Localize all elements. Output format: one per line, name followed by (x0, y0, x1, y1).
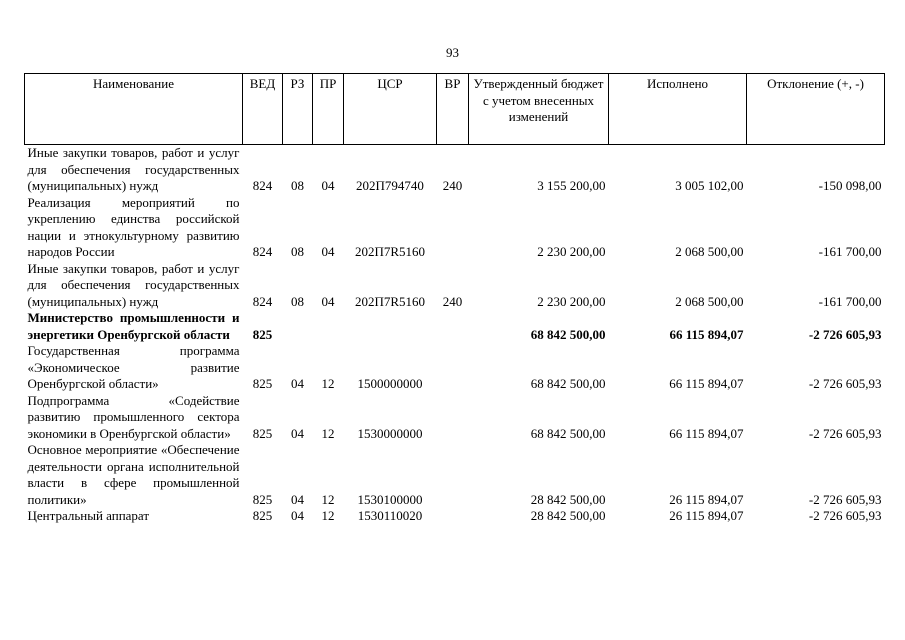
cell-executed: 26 115 894,07 (669, 491, 744, 507)
header-ved: ВЕД (243, 74, 283, 145)
cell-rz: 04 (291, 376, 304, 391)
header-pr: ПР (313, 74, 344, 145)
cell-rz: 04 (291, 508, 304, 523)
cell-approved-budget: 3 155 200,00 (537, 178, 606, 193)
cell-approved-budget: 68 842 500,00 (530, 425, 606, 441)
cell-executed: 26 115 894,07 (669, 508, 744, 523)
cell-name (25, 310, 243, 343)
cell-name-text: Министерство промышленности и энергетики Оренбургской области (27, 310, 240, 342)
cell-executed: 3 005 102,00 (675, 178, 744, 193)
cell-executed: 66 115 894,07 (669, 376, 744, 391)
cell-vr: 240 (442, 293, 463, 309)
cell-deviation: -161 700,00 (818, 293, 882, 309)
cell-ved: 825 (252, 425, 273, 441)
cell-vr (437, 393, 469, 443)
header-deviation: Отклонение (+, -) (747, 74, 885, 145)
cell-name (25, 393, 243, 443)
cell-deviation: -2 726 605,93 (808, 376, 882, 391)
cell-pr: 04 (321, 178, 335, 193)
header-approved-budget: Утвержденный бюджет с учетом внесенных изменений (469, 74, 609, 145)
cell-deviation: -161 700,00 (818, 244, 882, 259)
cell-csr: 202П7R5160 (354, 293, 426, 309)
budget-execution-table (24, 73, 885, 525)
cell-approved-budget: 28 842 500,00 (530, 491, 606, 507)
header-name: Наименование (25, 74, 243, 145)
cell-approved-budget: 2 230 200,00 (537, 244, 606, 259)
table-row (25, 195, 885, 261)
table-row (25, 145, 885, 195)
header-csr: ЦСР (344, 74, 437, 145)
cell-deviation: -2 726 605,93 (808, 491, 882, 507)
cell-approved-budget: 2 230 200,00 (537, 293, 606, 309)
cell-ved: 824 (252, 293, 273, 309)
page-number: 93 (446, 45, 459, 60)
cell-rz: 04 (291, 491, 304, 507)
cell-approved-budget: 68 842 500,00 (530, 376, 606, 391)
cell-vr (437, 442, 469, 508)
cell-pr: 12 (321, 425, 335, 441)
cell-vr (437, 310, 469, 343)
cell-name (25, 343, 243, 393)
cell-vr (437, 508, 469, 525)
cell-csr: 1500000000 (357, 376, 423, 391)
table-row (25, 393, 885, 443)
cell-executed: 66 115 894,07 (669, 425, 744, 441)
cell-ved: 825 (252, 491, 273, 507)
cell-name-text: Реализация мероприятий по укреплению единства российской нации и этнокультурному развитию народов России (27, 194, 240, 259)
cell-rz: 08 (291, 244, 304, 259)
cell-pr: 04 (321, 293, 335, 309)
cell-csr: 1530110020 (357, 508, 423, 523)
cell-deviation: -150 098,00 (818, 178, 882, 193)
cell-name (25, 145, 243, 195)
table-row (25, 310, 885, 343)
cell-ved: 825 (252, 326, 273, 342)
cell-name-text: Центральный аппарат (27, 508, 150, 523)
cell-pr: 12 (321, 376, 335, 391)
table-header-row (25, 74, 885, 145)
table-row (25, 442, 885, 508)
table-row (25, 343, 885, 393)
cell-approved-budget: 28 842 500,00 (530, 508, 606, 523)
cell-csr: 1530000000 (357, 425, 423, 441)
cell-name (25, 195, 243, 261)
cell-pr: 04 (321, 244, 335, 259)
cell-rz (283, 310, 313, 343)
cell-csr: 1530100000 (357, 491, 423, 507)
cell-name-text: Иные закупки товаров, работ и услуг для обеспечения государственных (муниципальных) нужд (27, 260, 240, 309)
cell-pr: 12 (321, 508, 335, 523)
cell-csr (344, 310, 437, 343)
cell-pr (313, 310, 344, 343)
cell-executed: 2 068 500,00 (675, 244, 744, 259)
cell-name-text: Государственная программа «Экономическое развитие Оренбургской области» (27, 343, 240, 391)
cell-approved-budget: 68 842 500,00 (530, 326, 606, 342)
cell-ved: 825 (252, 376, 273, 391)
cell-name-text: Основное мероприятие «Обеспечение деятельности органа исполнительной власти в сфере промышленной политики» (27, 442, 240, 507)
header-executed: Исполнено (609, 74, 747, 145)
cell-ved: 824 (252, 178, 273, 193)
cell-ved: 824 (252, 244, 273, 259)
header-rz: РЗ (283, 74, 313, 145)
cell-csr: 202П794740 (356, 178, 424, 193)
cell-csr: 202П7R5160 (354, 244, 426, 259)
cell-name (25, 442, 243, 508)
cell-name (25, 261, 243, 311)
cell-deviation: -2 726 605,93 (808, 425, 882, 441)
table-row (25, 508, 885, 525)
cell-name (25, 508, 243, 525)
cell-rz: 08 (291, 293, 304, 309)
cell-executed: 66 115 894,07 (669, 326, 744, 342)
cell-vr (437, 343, 469, 393)
cell-rz: 08 (291, 178, 304, 193)
cell-deviation: -2 726 605,93 (808, 326, 882, 342)
cell-vr: 240 (442, 178, 463, 193)
cell-deviation: -2 726 605,93 (808, 508, 882, 523)
table-row (25, 261, 885, 311)
table-body (25, 145, 885, 525)
cell-vr (437, 195, 469, 261)
cell-name-text: Подпрограмма «Содействие развитию промышленного сектора экономики в Оренбургской области» (27, 392, 240, 441)
cell-name-text: Иные закупки товаров, работ и услуг для обеспечения государственных (муниципальных) нужд (27, 145, 240, 193)
cell-executed: 2 068 500,00 (675, 293, 744, 309)
header-vr: ВР (437, 74, 469, 145)
cell-ved: 825 (252, 508, 273, 523)
cell-pr: 12 (321, 491, 335, 507)
cell-rz: 04 (291, 425, 304, 441)
